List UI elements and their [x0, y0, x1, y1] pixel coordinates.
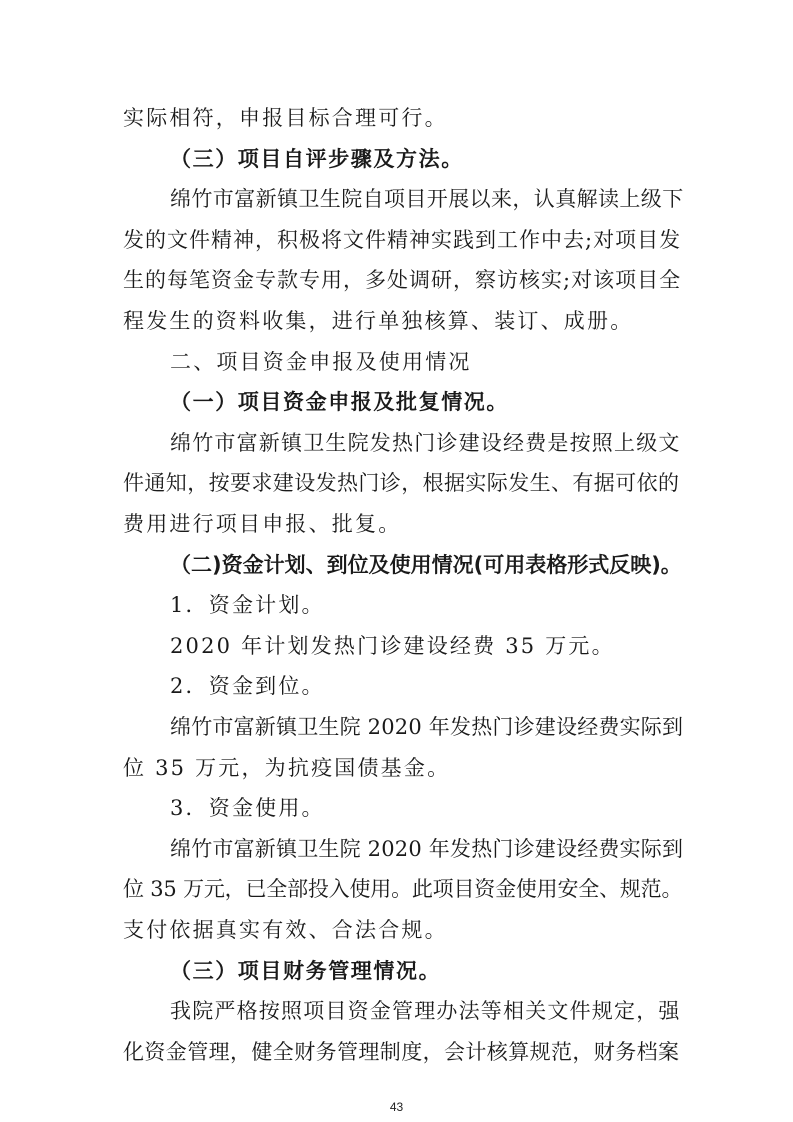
paragraph-line: 位 35 万元，为抗疫国债基金。	[123, 756, 451, 780]
paragraph-line: 位 35 万元，已全部投入使用。此项目资金使用安全、规范。	[123, 877, 683, 901]
page-number: 43	[389, 1100, 404, 1114]
list-item: 1．资金计划。	[170, 593, 325, 617]
paragraph-line: 生的每笔资金专款专用，多处调研，察访核实;对该项目全	[123, 268, 682, 292]
paragraph-line: 实际相符，申报目标合理可行。	[123, 106, 448, 130]
paragraph-line: 绵竹市富新镇卫生院 2020 年发热门诊建设经费实际到	[170, 715, 684, 739]
paragraph-line: 2020 年计划发热门诊建设经费 35 万元。	[170, 634, 615, 658]
section-heading: （三）项目自评步骤及方法。	[170, 147, 464, 171]
paragraph-line: 我院严格按照项目资金管理办法等相关文件规定，强	[170, 999, 681, 1023]
paragraph-line: 绵竹市富新镇卫生院自项目开展以来，认真解读上级下	[170, 187, 684, 211]
paragraph-line: 费用进行项目申报、批复。	[123, 512, 402, 536]
list-item: 3．资金使用。	[170, 796, 325, 820]
section-heading: 二、项目资金申报及使用情况	[170, 350, 472, 374]
list-item: 2．资金到位。	[170, 674, 325, 698]
paragraph-line: 支付依据真实有效、合法合规。	[123, 918, 448, 942]
section-heading: （三）项目财务管理情况。	[170, 959, 442, 983]
paragraph-line: 程发生的资料收集，进行单独核算、装订、成册。	[123, 309, 634, 333]
paragraph-line: 发的文件精神，积极将文件精神实践到工作中去;对项目发	[123, 228, 682, 252]
paragraph-line: 化资金管理，健全财务管理制度，会计核算规范，财务档案	[123, 1040, 680, 1064]
section-heading: （一）项目资金申报及批复情况。	[170, 390, 509, 414]
paragraph-line: 件通知，按要求建设发热门诊，根据实际发生、有据可依的	[123, 471, 680, 495]
paragraph-line: 绵竹市富新镇卫生院发热门诊建设经费是按照上级文	[170, 431, 681, 455]
section-heading: （二)资金计划、到位及使用情况(可用表格形式反映)。	[170, 553, 682, 577]
paragraph-line: 绵竹市富新镇卫生院 2020 年发热门诊建设经费实际到	[170, 837, 684, 861]
